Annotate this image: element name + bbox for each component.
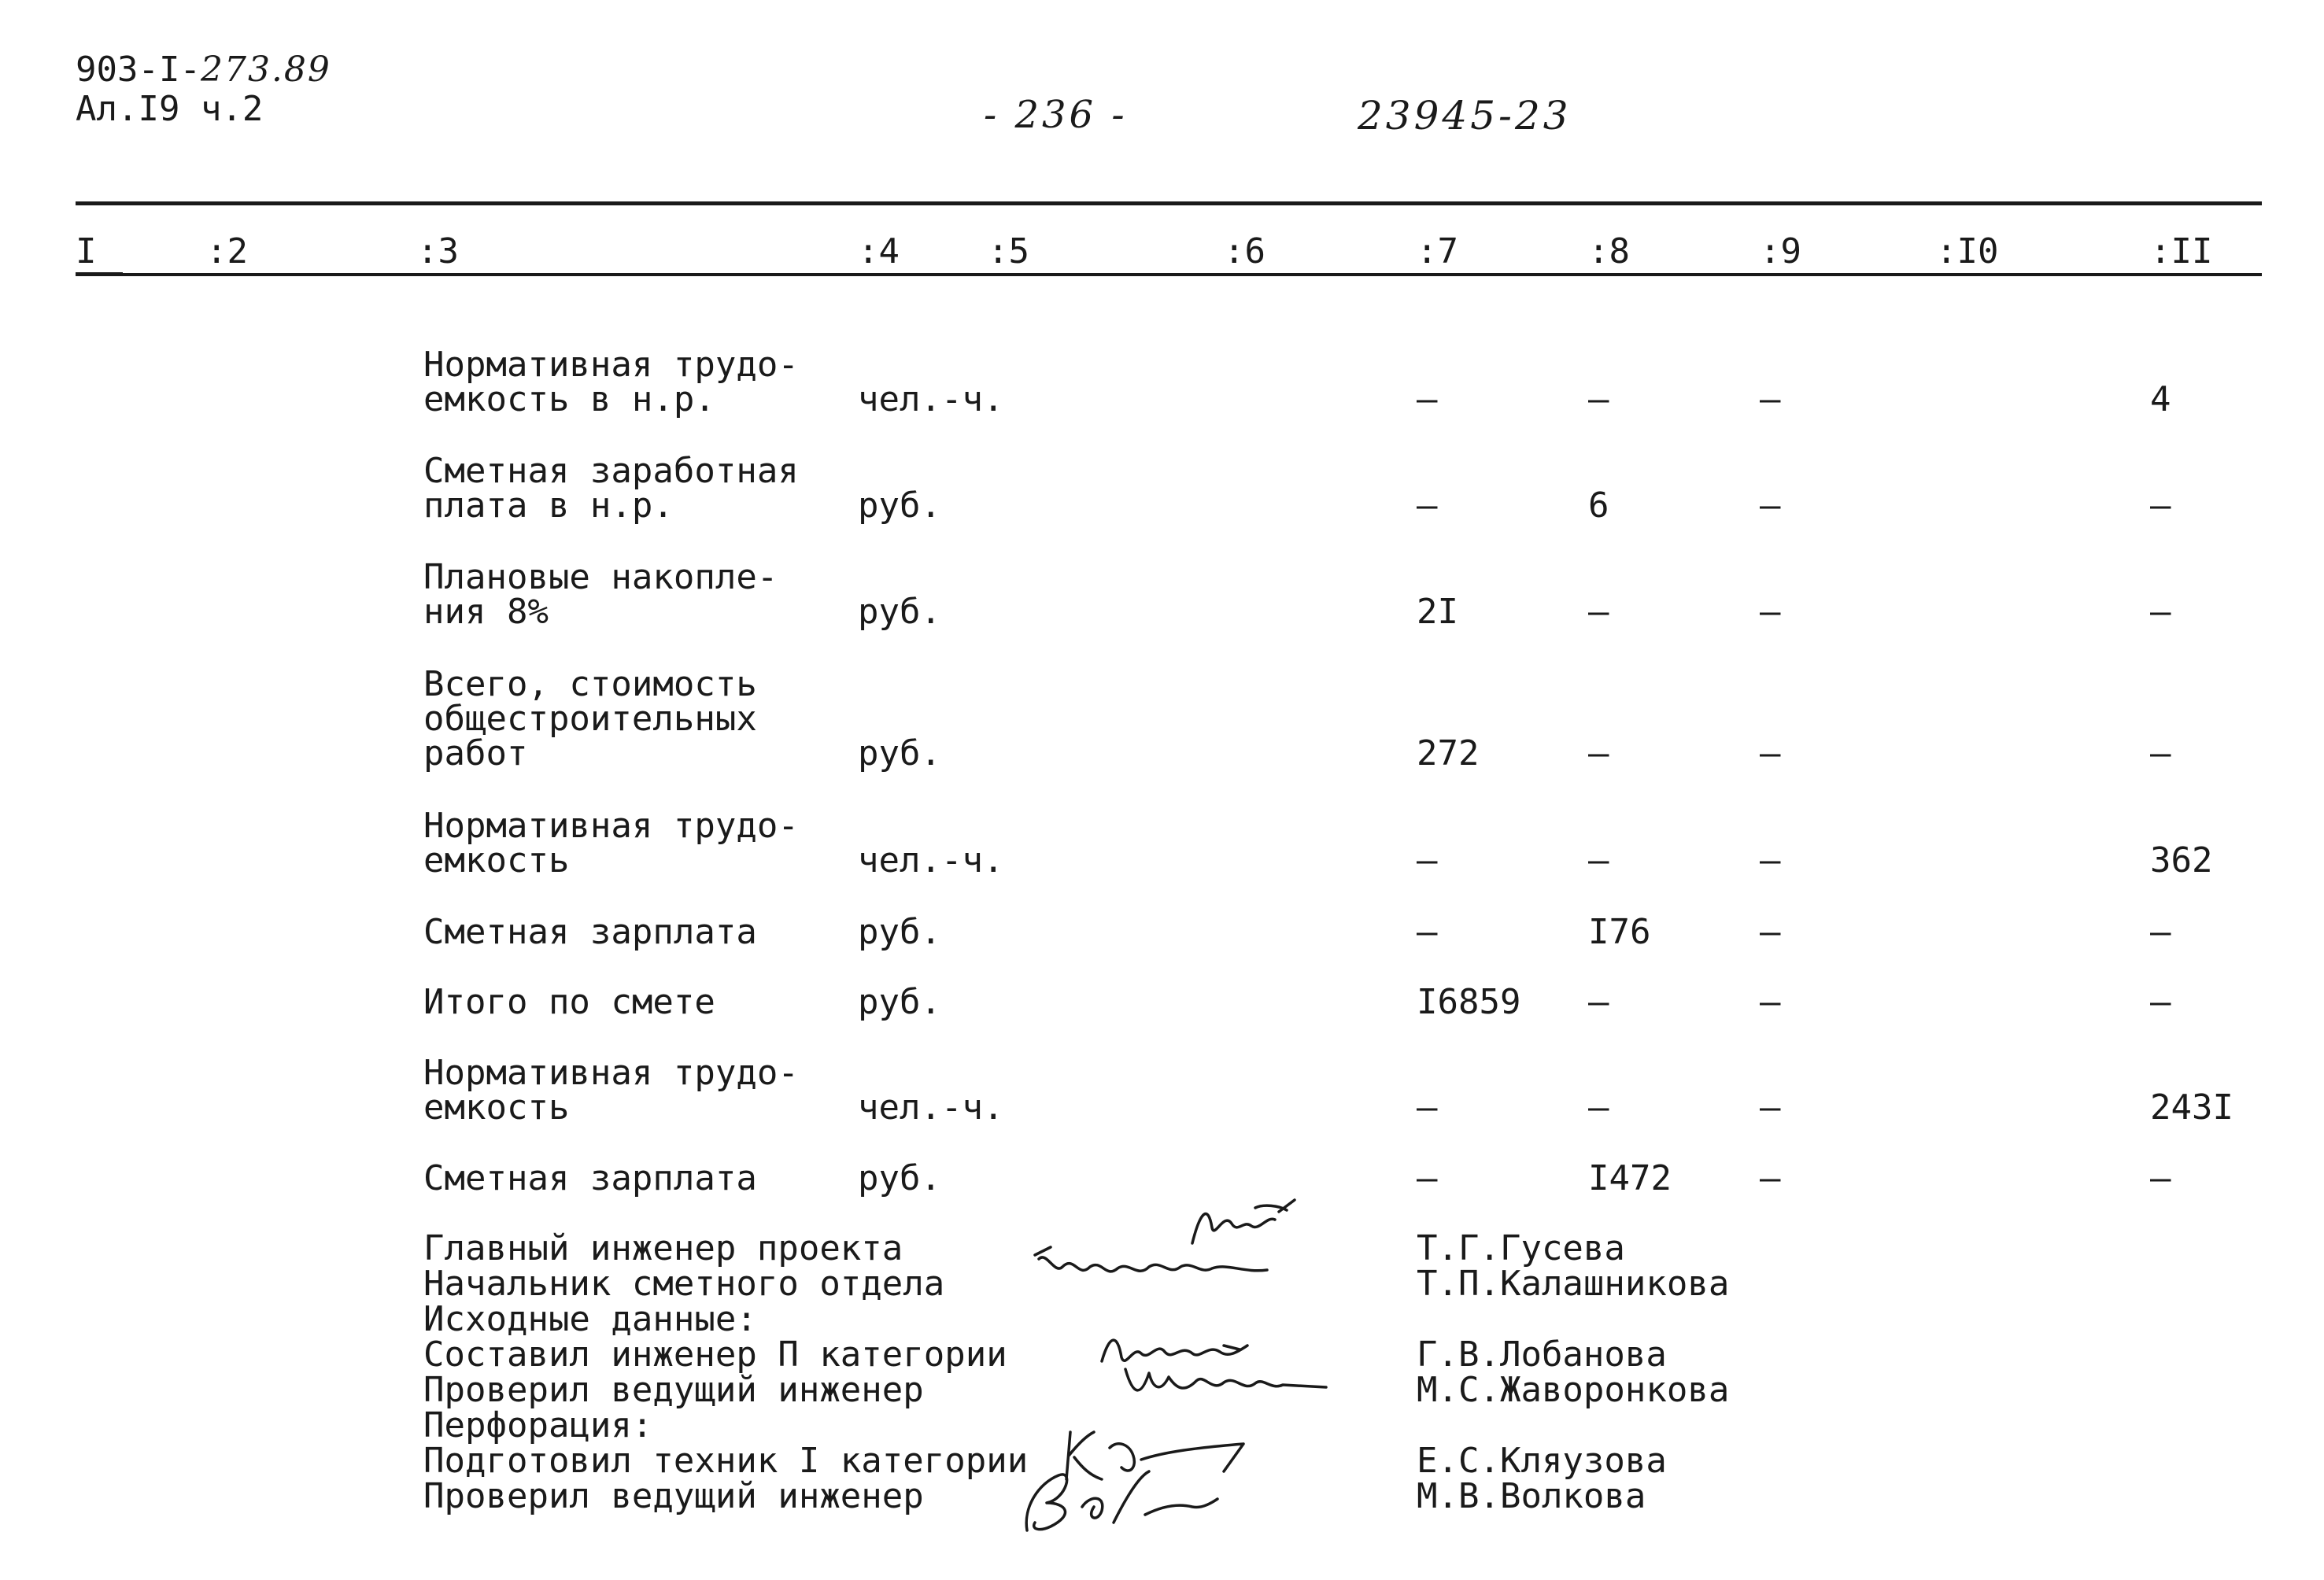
row-col9: – bbox=[1760, 592, 1781, 632]
row-col7: 272 bbox=[1417, 733, 1480, 773]
row-unit: руб. bbox=[858, 592, 941, 632]
row-col8: – bbox=[1588, 840, 1609, 880]
archive-number: 23945-23 bbox=[1358, 93, 1572, 138]
checked1-label: Проверил ведущий инженер bbox=[423, 1370, 924, 1410]
row-unit: руб. bbox=[858, 733, 941, 773]
column-header-5: :5 bbox=[988, 231, 1029, 271]
source-data-label: Исходные данные: bbox=[423, 1299, 757, 1339]
row-col7: 2I bbox=[1417, 592, 1458, 632]
document-code-handwritten: 273.89 bbox=[200, 50, 331, 90]
row-col11: 4 bbox=[2150, 379, 2171, 419]
row-col11: – bbox=[2150, 592, 2171, 632]
estimate-head-name: Т.П.Калашникова bbox=[1417, 1264, 1730, 1304]
row-description: Всего, стоимость общестроительных работ bbox=[423, 664, 757, 773]
row-col8: – bbox=[1588, 982, 1609, 1022]
column-header-3: :3 bbox=[417, 231, 459, 271]
row-col9: – bbox=[1760, 379, 1781, 419]
row-col8: – bbox=[1588, 592, 1609, 632]
album-line: Ал.I9 ч.2 bbox=[76, 89, 264, 129]
row-description: Сметная заработная плата в н.р. bbox=[423, 451, 799, 526]
column-header-11: :II bbox=[2150, 231, 2213, 271]
chief-engineer-name: Т.Г.Гусева bbox=[1417, 1228, 1625, 1268]
document-code bbox=[76, 50, 331, 129]
column-header-10: :I0 bbox=[1936, 231, 1999, 271]
row-unit: руб. bbox=[858, 1158, 941, 1198]
row-col9: – bbox=[1760, 485, 1781, 526]
document-code-printed: 903-I- bbox=[76, 50, 201, 90]
top-rule bbox=[76, 201, 2262, 205]
signature-estimate-head bbox=[1031, 1243, 1283, 1298]
header-rule bbox=[76, 273, 2262, 276]
row-col8: – bbox=[1588, 1087, 1609, 1128]
row-description: Плановые накопле- ния 8% bbox=[423, 557, 778, 632]
signature-checker-1 bbox=[1118, 1357, 1338, 1408]
row-col11: – bbox=[2150, 912, 2171, 952]
row-col11: – bbox=[2150, 485, 2171, 526]
checked1-name: М.С.Жаворонкова bbox=[1417, 1370, 1730, 1410]
row-description: Нормативная трудо- емкость в н.р. bbox=[423, 345, 799, 419]
row-col9: – bbox=[1760, 1158, 1781, 1198]
row-col7: – bbox=[1417, 1087, 1438, 1128]
row-col9: – bbox=[1760, 1087, 1781, 1128]
row-col9: – bbox=[1760, 840, 1781, 880]
row-description: Сметная зарплата bbox=[423, 912, 757, 952]
row-description: Итого по смете bbox=[423, 982, 715, 1022]
row-col7: – bbox=[1417, 840, 1438, 880]
compiled-label: Составил инженер П категории bbox=[423, 1335, 1007, 1375]
row-col7: – bbox=[1417, 485, 1438, 526]
row-unit: руб. bbox=[858, 982, 941, 1022]
perforation-label: Перфорация: bbox=[423, 1405, 653, 1445]
row-col8: 6 bbox=[1588, 485, 1609, 526]
column-header-9: :9 bbox=[1760, 231, 1801, 271]
row-col7: – bbox=[1417, 379, 1438, 419]
row-col9: – bbox=[1760, 912, 1781, 952]
row-unit: руб. bbox=[858, 485, 941, 526]
prepared-name: Е.С.Кляузова bbox=[1417, 1441, 1667, 1481]
row-col11: – bbox=[2150, 1158, 2171, 1198]
row-col7: I6859 bbox=[1417, 982, 1521, 1022]
row-description: Сметная зарплата bbox=[423, 1158, 757, 1198]
column-header-6: :6 bbox=[1224, 231, 1265, 271]
row-unit: руб. bbox=[858, 912, 941, 952]
row-col8: I472 bbox=[1588, 1158, 1672, 1198]
row-description: Нормативная трудо- емкость bbox=[423, 806, 799, 880]
row-col8: I76 bbox=[1588, 912, 1651, 952]
row-col11: 243I bbox=[2150, 1087, 2233, 1128]
column-header-1: I bbox=[76, 231, 97, 271]
row-col9: – bbox=[1760, 733, 1781, 773]
compiled-name: Г.В.Лобанова bbox=[1417, 1335, 1667, 1375]
row-unit: чел.-ч. bbox=[858, 379, 1004, 419]
row-col8: – bbox=[1588, 733, 1609, 773]
page-number: - 236 - bbox=[984, 93, 1128, 137]
chief-engineer-label: Главный инженер проекта bbox=[423, 1228, 903, 1268]
estimate-head-label: Начальник сметного отдела bbox=[423, 1264, 945, 1304]
row-col7: – bbox=[1417, 1158, 1438, 1198]
checked2-label: Проверил ведущий инженер bbox=[423, 1476, 924, 1516]
row-col7: – bbox=[1417, 912, 1438, 952]
row-description: Нормативная трудо- емкость bbox=[423, 1053, 799, 1128]
signature-checker-2 bbox=[1011, 1460, 1247, 1538]
checked2-name: М.В.Волкова bbox=[1417, 1476, 1646, 1516]
row-col9: – bbox=[1760, 982, 1781, 1022]
column-header-7: :7 bbox=[1417, 231, 1458, 271]
column-header-8: :8 bbox=[1588, 231, 1630, 271]
column-header-4: :4 bbox=[858, 231, 900, 271]
column-header-2: :2 bbox=[206, 231, 248, 271]
row-col11: 362 bbox=[2150, 840, 2213, 880]
row-col11: – bbox=[2150, 982, 2171, 1022]
row-unit: чел.-ч. bbox=[858, 840, 1004, 880]
row-col11: – bbox=[2150, 733, 2171, 773]
row-unit: чел.-ч. bbox=[858, 1087, 1004, 1128]
prepared-label: Подготовил техник I категории bbox=[423, 1441, 1029, 1481]
row-col8: – bbox=[1588, 379, 1609, 419]
